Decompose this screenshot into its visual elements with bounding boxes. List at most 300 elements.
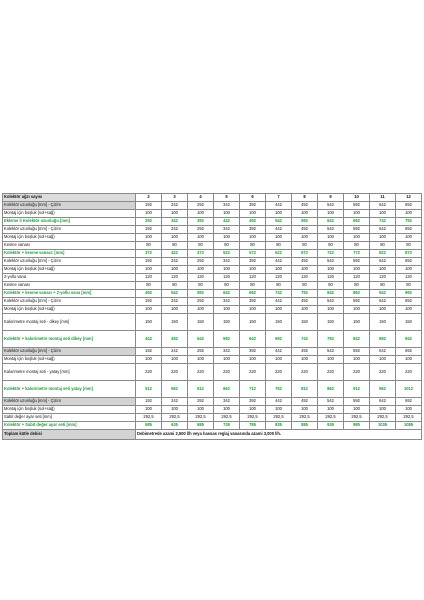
table-cell: 100 [318, 406, 344, 414]
footer-blank-cell [370, 430, 422, 440]
footer-row [3, 430, 422, 440]
table-cell: 120 [292, 274, 318, 282]
table-cell: 100 [266, 266, 292, 274]
table-cell: 120 [370, 274, 396, 282]
table-cell: 292,5 [318, 414, 344, 422]
row-label: Kesme vanası [3, 242, 136, 250]
table-cell: 100 [318, 234, 344, 242]
table-row [3, 266, 422, 274]
table-cell: 80 [188, 282, 214, 290]
row-label: Kalorimetre montaj seti - yatay [mm] [3, 364, 136, 381]
table-cell: 642 [370, 226, 396, 234]
table-cell: 292,5 [240, 414, 266, 422]
table-cell: 785 [240, 422, 266, 430]
row-label: Kolektör uzunluğu [mm] - Çizim [3, 348, 136, 356]
table-cell: 542 [188, 331, 214, 348]
table-cell: 150 [370, 314, 396, 331]
table-cell: 120 [136, 274, 162, 282]
table-cell: 150 [136, 314, 162, 331]
row-label: Kolektör + kesme vanası: [mm] [3, 250, 136, 258]
table-cell: 100 [240, 210, 266, 218]
table-cell: 562 [162, 381, 188, 398]
table-cell: 292,5 [344, 414, 370, 422]
table-cell: 992 [396, 290, 422, 298]
table-cell: 762 [266, 381, 292, 398]
table-cell: 772 [344, 250, 370, 258]
table-row [3, 234, 422, 242]
footer-label: Toplam kütle debisi [3, 430, 136, 440]
table-cell: 692 [240, 290, 266, 298]
table-cell: 692 [396, 298, 422, 306]
table-cell: 100 [214, 210, 240, 218]
table-cell: 292 [188, 398, 214, 406]
table-cell: 150 [188, 314, 214, 331]
table-cell: 100 [162, 356, 188, 364]
row-label: 2-yollu vana [3, 274, 136, 282]
table-cell: 100 [396, 234, 422, 242]
table-cell: 692 [396, 226, 422, 234]
table-cell: 150 [266, 314, 292, 331]
table-cell: 685 [188, 422, 214, 430]
column-header: 12 [396, 194, 422, 202]
table-cell: 642 [370, 398, 396, 406]
table-row [3, 298, 422, 306]
table-cell: 672 [292, 250, 318, 258]
table-cell: 192 [136, 258, 162, 266]
table-cell: 100 [344, 406, 370, 414]
table-cell: 100 [136, 210, 162, 218]
table-cell: 492 [292, 298, 318, 306]
table-cell: 150 [162, 314, 188, 331]
table-cell: 622 [266, 250, 292, 258]
table-cell: 492 [292, 348, 318, 356]
table-cell: 80 [136, 242, 162, 250]
table-cell: 392 [240, 348, 266, 356]
table-cell: 100 [396, 266, 422, 274]
table-cell: 942 [396, 331, 422, 348]
table-cell: 292,5 [214, 414, 240, 422]
table-cell: 80 [162, 282, 188, 290]
table-cell: 100 [266, 306, 292, 314]
table-cell: 100 [292, 210, 318, 218]
table-cell: 985 [344, 422, 370, 430]
table-cell: 100 [370, 406, 396, 414]
table-cell: 100 [240, 266, 266, 274]
table-cell: 120 [162, 274, 188, 282]
table-cell: 150 [292, 314, 318, 331]
table-cell: 80 [318, 242, 344, 250]
table-cell: 842 [344, 331, 370, 348]
table-cell: 662 [214, 381, 240, 398]
table-cell: 150 [344, 314, 370, 331]
table-cell: 100 [318, 306, 344, 314]
table-row [3, 202, 422, 210]
table-cell: 812 [292, 381, 318, 398]
table-cell: 642 [370, 258, 396, 266]
table-cell: 692 [396, 398, 422, 406]
table-cell: 742 [370, 218, 396, 226]
table-cell: 80 [188, 242, 214, 250]
table-row [3, 406, 422, 414]
table-cell: 220 [188, 364, 214, 381]
table-row [3, 314, 422, 331]
header-row [3, 194, 422, 202]
table-cell: 842 [318, 290, 344, 298]
table-cell: 220 [240, 364, 266, 381]
table-cell: 80 [396, 242, 422, 250]
table-cell: 100 [370, 306, 396, 314]
table-cell: 220 [344, 364, 370, 381]
table-cell: 292,5 [370, 414, 396, 422]
row-label: Montaj için boşluk (sol+sağ) [3, 266, 136, 274]
table-cell: 192 [136, 398, 162, 406]
table-cell: 492 [162, 331, 188, 348]
table-row [3, 282, 422, 290]
table-cell: 892 [370, 331, 396, 348]
table-cell: 292,5 [266, 414, 292, 422]
table-cell: 242 [162, 202, 188, 210]
table-cell: 292,5 [136, 414, 162, 422]
table-cell: 100 [292, 266, 318, 274]
table-cell: 80 [266, 242, 292, 250]
row-label: Montaj için boşluk (sol+sağ) [3, 210, 136, 218]
table-cell: 735 [214, 422, 240, 430]
table-cell: 100 [136, 234, 162, 242]
table-cell: 492 [292, 398, 318, 406]
table-row [3, 274, 422, 282]
table-row [3, 422, 422, 430]
table-cell: 792 [318, 331, 344, 348]
row-label: Kolektör uzunluğu [mm] - Çizim [3, 298, 136, 306]
table-cell: 292 [188, 226, 214, 234]
table-cell: 292 [136, 218, 162, 226]
row-label: Kolektör + kalorimetre montaj seti yatay [mm] [3, 381, 136, 398]
table-row [3, 226, 422, 234]
column-header: 5 [214, 194, 240, 202]
table-cell: 722 [318, 250, 344, 258]
table-cell: 292,5 [396, 414, 422, 422]
table-cell: 120 [266, 274, 292, 282]
table-cell: 292 [188, 298, 214, 306]
table-cell: 742 [266, 290, 292, 298]
table-cell: 80 [318, 282, 344, 290]
table-cell: 100 [188, 406, 214, 414]
table-cell: 1085 [396, 422, 422, 430]
table-cell: 592 [188, 290, 214, 298]
table-cell: 912 [344, 381, 370, 398]
table-cell: 150 [396, 314, 422, 331]
table-cell: 392 [188, 218, 214, 226]
table-cell: 150 [214, 314, 240, 331]
table-cell: 100 [214, 356, 240, 364]
table-cell: 342 [214, 298, 240, 306]
table-cell: 80 [344, 282, 370, 290]
table-cell: 692 [266, 331, 292, 348]
table-cell: 392 [240, 258, 266, 266]
table-cell: 242 [162, 226, 188, 234]
table-cell: 392 [240, 298, 266, 306]
table-cell: 100 [162, 234, 188, 242]
table-cell: 542 [318, 258, 344, 266]
table-cell: 220 [396, 364, 422, 381]
table-cell: 100 [370, 234, 396, 242]
table-cell: 100 [240, 406, 266, 414]
row-label: Kolektör + kesme vanası + 2-yollu vana [mm] [3, 290, 136, 298]
table-cell: 80 [214, 282, 240, 290]
table-cell: 80 [266, 282, 292, 290]
table-cell: 872 [396, 250, 422, 258]
row-label: Kolektör uzunluğu [mm] - Çizim [3, 202, 136, 210]
table-cell: 220 [162, 364, 188, 381]
table-cell: 342 [162, 218, 188, 226]
table-cell: 512 [136, 381, 162, 398]
table-cell: 242 [162, 298, 188, 306]
table-cell: 120 [240, 274, 266, 282]
table-cell: 80 [370, 242, 396, 250]
table-cell: 100 [214, 234, 240, 242]
table-row [3, 348, 422, 356]
table-cell: 192 [136, 202, 162, 210]
table-cell: 342 [214, 226, 240, 234]
table-cell: 792 [396, 218, 422, 226]
table-cell: 100 [370, 266, 396, 274]
table-row [3, 414, 422, 422]
table-cell: 542 [162, 290, 188, 298]
table-cell: 100 [318, 210, 344, 218]
table-cell: 1012 [396, 381, 422, 398]
table-cell: 100 [266, 210, 292, 218]
table-row [3, 306, 422, 314]
table-cell: 635 [162, 422, 188, 430]
table-cell: 150 [318, 314, 344, 331]
table-cell: 220 [318, 364, 344, 381]
row-label: Kolektör uzunluğu [mm] - Çizim [3, 398, 136, 406]
table-cell: 220 [136, 364, 162, 381]
table-cell: 835 [266, 422, 292, 430]
table-cell: 292,5 [162, 414, 188, 422]
table-cell: 572 [240, 250, 266, 258]
column-header: 6 [240, 194, 266, 202]
table-cell: 342 [214, 398, 240, 406]
table-cell: 542 [318, 202, 344, 210]
table-cell: 100 [370, 210, 396, 218]
table-cell: 392 [240, 398, 266, 406]
table-cell: 100 [370, 356, 396, 364]
table-cell: 220 [292, 364, 318, 381]
row-label: Kesme vanası [3, 282, 136, 290]
table-cell: 80 [240, 242, 266, 250]
table-cell: 100 [344, 306, 370, 314]
table-cell: 100 [344, 234, 370, 242]
table-cell: 642 [214, 290, 240, 298]
table-cell: 442 [266, 226, 292, 234]
row-label: Kolektör uzunluğu [mm] - Çizim [3, 258, 136, 266]
table-cell: 542 [266, 218, 292, 226]
table-cell: 100 [240, 356, 266, 364]
table-cell: 592 [344, 226, 370, 234]
table-cell: 100 [188, 210, 214, 218]
table-row [3, 210, 422, 218]
table-cell: 822 [370, 250, 396, 258]
footer-note: Debimetrede azami 2,500 l/h veya hassas reglaj vanasında azami 3,000 l/h. [136, 430, 370, 440]
row-label: Montaj için boşluk (sol+sağ) [3, 406, 136, 414]
table-cell: 342 [214, 202, 240, 210]
table-cell: 292 [188, 202, 214, 210]
table-cell: 80 [214, 242, 240, 250]
table-cell: 292 [188, 348, 214, 356]
table-cell: 100 [162, 210, 188, 218]
table-cell: 372 [136, 250, 162, 258]
table-cell: 692 [396, 348, 422, 356]
table-cell: 592 [292, 218, 318, 226]
table-cell: 100 [188, 234, 214, 242]
table-cell: 492 [292, 226, 318, 234]
table-cell: 100 [266, 356, 292, 364]
table-cell: 100 [188, 266, 214, 274]
table-cell: 642 [240, 331, 266, 348]
table-cell: 892 [344, 290, 370, 298]
table-cell: 642 [370, 348, 396, 356]
table-body [3, 194, 422, 440]
table-cell: 862 [318, 381, 344, 398]
column-header: 7 [266, 194, 292, 202]
table-cell: 962 [370, 381, 396, 398]
table-cell: 100 [136, 406, 162, 414]
table-cell: 80 [344, 242, 370, 250]
table-cell: 100 [344, 266, 370, 274]
table-row [3, 250, 422, 258]
table-cell: 592 [214, 331, 240, 348]
table-cell: 192 [136, 348, 162, 356]
table-cell: 885 [292, 422, 318, 430]
table-row [3, 242, 422, 250]
table-cell: 100 [136, 356, 162, 364]
table-cell: 542 [318, 398, 344, 406]
table-cell: 220 [266, 364, 292, 381]
table-cell: 80 [396, 282, 422, 290]
table-cell: 100 [396, 210, 422, 218]
table-cell: 342 [214, 348, 240, 356]
table-cell: 442 [266, 202, 292, 210]
table-cell: 80 [370, 282, 396, 290]
row-label: Kolektör uzunluğu [mm] - Çizim [3, 226, 136, 234]
table-cell: 692 [396, 258, 422, 266]
row-label: Sabit değer ayar seti [mm] [3, 414, 136, 422]
row-label: Montaj için boşluk (sol+sağ) [3, 356, 136, 364]
row-label: Kolektör + Sabit değer ayar seti [mm] [3, 422, 136, 430]
table-cell: 492 [136, 290, 162, 298]
table-cell: 80 [162, 242, 188, 250]
table-cell: 692 [396, 202, 422, 210]
table-cell: 935 [318, 422, 344, 430]
table-cell: 100 [396, 356, 422, 364]
table-cell: 522 [214, 250, 240, 258]
table-cell: 120 [188, 274, 214, 282]
table-cell: 100 [292, 406, 318, 414]
table-cell: 80 [136, 282, 162, 290]
table-cell: 592 [344, 202, 370, 210]
table-cell: 100 [396, 306, 422, 314]
table-cell: 242 [162, 258, 188, 266]
table-row [3, 218, 422, 226]
table-cell: 100 [292, 356, 318, 364]
table-cell: 100 [292, 306, 318, 314]
column-header: 8 [292, 194, 318, 202]
column-header: 9 [318, 194, 344, 202]
row-label: Ekleme li Kolektör uzunluğu [mm] [3, 218, 136, 226]
table-cell: 100 [344, 210, 370, 218]
table-cell: 100 [136, 306, 162, 314]
table-cell: 612 [188, 381, 214, 398]
table-cell: 120 [396, 274, 422, 282]
table-cell: 712 [240, 381, 266, 398]
table-cell: 442 [266, 258, 292, 266]
table-cell: 192 [136, 298, 162, 306]
table-cell: 80 [240, 282, 266, 290]
table-cell: 942 [370, 290, 396, 298]
table-cell: 692 [344, 218, 370, 226]
column-header: 11 [370, 194, 396, 202]
table-cell: 80 [292, 242, 318, 250]
table-cell: 442 [266, 298, 292, 306]
table-cell: 150 [240, 314, 266, 331]
table-cell: 100 [162, 306, 188, 314]
table-row [3, 356, 422, 364]
table-cell: 100 [396, 406, 422, 414]
table-cell: 542 [318, 298, 344, 306]
table-cell: 542 [318, 348, 344, 356]
table-cell: 492 [240, 218, 266, 226]
table-row [3, 398, 422, 406]
table-cell: 792 [292, 290, 318, 298]
table-cell: 592 [344, 398, 370, 406]
table-cell: 542 [318, 226, 344, 234]
table-cell: 442 [136, 331, 162, 348]
table-cell: 592 [344, 348, 370, 356]
table-row [3, 290, 422, 298]
table-cell: 642 [370, 202, 396, 210]
header-label: Kolektör ağzı sayısı [3, 194, 136, 202]
table-cell: 742 [292, 331, 318, 348]
table-cell: 592 [344, 258, 370, 266]
row-label: Montaj için boşluk (sol+sağ) [3, 234, 136, 242]
table-cell: 292,5 [292, 414, 318, 422]
table-cell: 220 [370, 364, 396, 381]
table-cell: 292 [188, 258, 214, 266]
table-row [3, 331, 422, 348]
table-cell: 492 [292, 258, 318, 266]
table-cell: 100 [318, 356, 344, 364]
table-cell: 120 [318, 274, 344, 282]
table-cell: 642 [370, 298, 396, 306]
table-cell: 242 [162, 398, 188, 406]
table-cell: 642 [318, 218, 344, 226]
table-cell: 100 [162, 266, 188, 274]
table-cell: 100 [214, 306, 240, 314]
table-cell: 120 [344, 274, 370, 282]
table-cell: 120 [214, 274, 240, 282]
table-row [3, 364, 422, 381]
table-cell: 100 [188, 356, 214, 364]
table-cell: 392 [240, 202, 266, 210]
row-label: Montaj için boşluk (sol+sağ) [3, 306, 136, 314]
table-cell: 442 [214, 218, 240, 226]
column-header: 4 [188, 194, 214, 202]
table-cell: 100 [266, 234, 292, 242]
row-label: Kolektör + kalorimetre montaj seti dikey [mm] [3, 331, 136, 348]
table-cell: 472 [188, 250, 214, 258]
table-cell: 100 [188, 306, 214, 314]
